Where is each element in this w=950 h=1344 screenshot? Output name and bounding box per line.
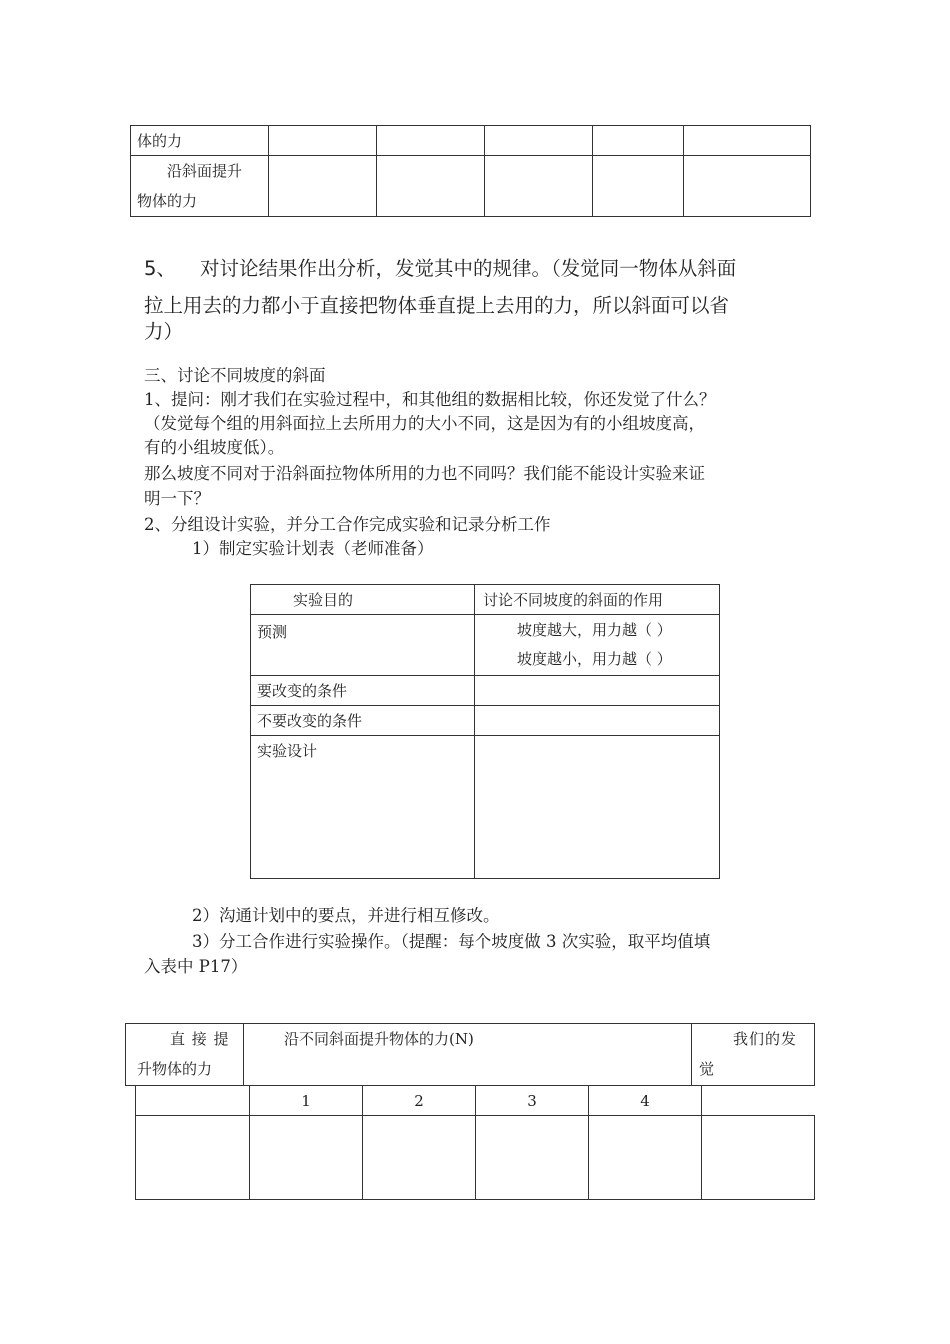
step2-text: 2）沟通计划中的要点，并进行相互修改。	[192, 906, 500, 925]
cell	[593, 126, 684, 156]
cell	[269, 126, 377, 156]
cell	[485, 156, 593, 217]
cell	[269, 156, 377, 217]
experiment-plan-table	[250, 584, 720, 879]
force-comparison-table	[130, 125, 811, 217]
plan-nochange-label: 不要改变的条件	[251, 706, 475, 736]
cell	[377, 156, 485, 217]
result-header-direct: 直 接 提 升物体的力	[125, 1023, 244, 1086]
section3-heading: 三、讨论不同坡度的斜面	[144, 366, 326, 385]
slope-number-2: 2	[363, 1086, 476, 1116]
q2-text: 2、分组设计实验，并分工合作完成实验和记录分析工作	[144, 515, 551, 534]
point5-number: 5、	[144, 257, 176, 280]
cell	[485, 126, 593, 156]
plan-header-topic: 讨论不同坡度的斜面的作用	[475, 585, 720, 615]
data-cell	[589, 1116, 702, 1200]
predict-high: 坡度越大，用力越（ ）	[517, 621, 672, 639]
row-label-incline: 沿斜面提升 物体的力	[131, 156, 269, 217]
data-cell	[136, 1116, 250, 1200]
plan-predict-values	[475, 615, 720, 676]
q1-line3: 有的小组坡度低）。	[144, 438, 285, 457]
plan-design-value	[475, 736, 720, 879]
row-label-direct: 体的力	[131, 126, 269, 156]
point5-line2: 拉上用去的力都小于直接把物体垂直提上去用的力，所以斜面可以省	[144, 294, 730, 317]
step3-line2: 入表中 P17）	[144, 957, 248, 976]
q1-line2: （发觉每个组的用斜面拉上去所用力的大小不同，这是因为有的小组坡度高，	[144, 414, 705, 433]
data-cell	[476, 1116, 589, 1200]
point5-line1: 对讨论结果作出分析，发觉其中的规律。（发觉同一物体从斜面	[200, 257, 737, 280]
slope-number-1: 1	[250, 1086, 363, 1116]
step1-text: 1）制定实验计划表（老师准备）	[192, 539, 434, 558]
blank-cell	[702, 1086, 815, 1116]
cell	[377, 126, 485, 156]
slope-number-4: 4	[589, 1086, 702, 1116]
slope-number-3: 3	[476, 1086, 589, 1116]
plan-predict-label: 预测	[251, 615, 475, 676]
q1-line5: 明一下？	[144, 489, 210, 508]
q1-line4: 那么坡度不同对于沿斜面拉物体所用的力也不同吗？我们能不能设计实验来证	[144, 464, 705, 483]
cell	[684, 126, 811, 156]
cell	[684, 156, 811, 217]
plan-design-label: 实验设计	[251, 736, 475, 879]
plan-header-goal: 实验目的	[251, 585, 475, 615]
predict-low: 坡度越小，用力越（ ）	[517, 650, 672, 668]
plan-change-value	[475, 676, 720, 706]
data-cell	[250, 1116, 363, 1200]
plan-nochange-value	[475, 706, 720, 736]
blank-cell	[136, 1086, 250, 1116]
q1-line1: 1、提问：刚才我们在实验过程中，和其他组的数据相比较，你还发觉了什么？	[144, 390, 716, 409]
data-cell	[702, 1116, 815, 1200]
result-data-grid	[135, 1085, 815, 1200]
plan-change-label: 要改变的条件	[251, 676, 475, 706]
point5-line3: 力）	[144, 320, 184, 343]
step3-line1: 3）分工合作进行实验操作。（提醒：每个坡度做 3 次实验，取平均值填	[192, 932, 711, 951]
result-header-incline: 沿不同斜面提升物体的力(N)	[242, 1023, 692, 1086]
result-header-findings: 我们的发 觉	[691, 1023, 815, 1086]
cell	[593, 156, 684, 217]
data-cell	[363, 1116, 476, 1200]
